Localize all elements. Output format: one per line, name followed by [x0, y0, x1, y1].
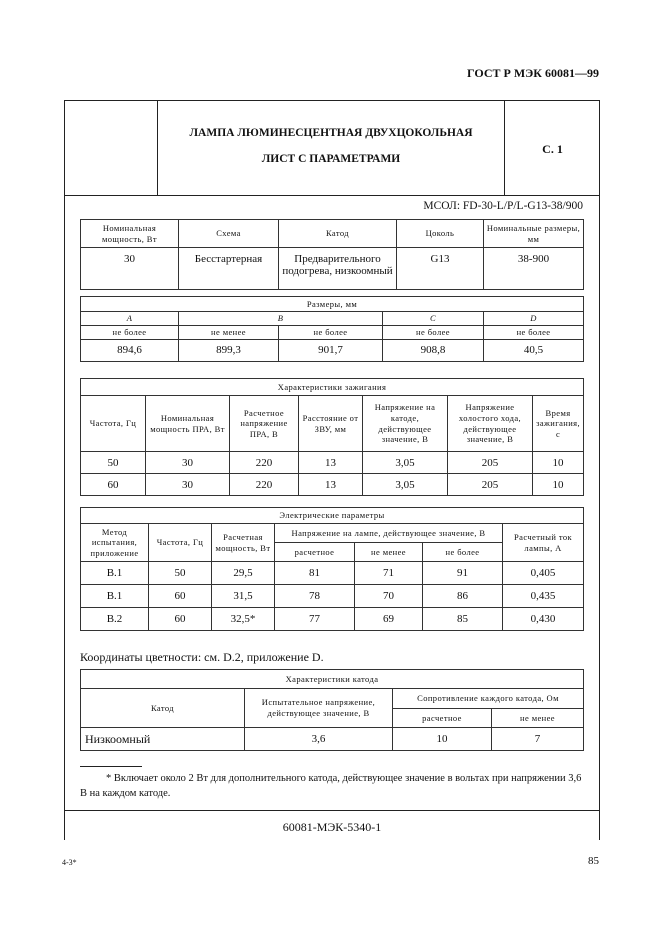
cell-power: 30	[81, 248, 179, 290]
dim-limit-d: не более	[484, 325, 584, 339]
ign-cell: 60	[81, 474, 146, 496]
cath-cell-voltage: 3,6	[245, 728, 393, 751]
ign-cell: 3,05	[363, 452, 448, 474]
cath-sub-rated: расчетное	[393, 709, 492, 728]
ign-cell: 205	[448, 474, 533, 496]
el-cell: 81	[275, 562, 355, 585]
el-cell: B.2	[81, 608, 149, 631]
footnote: * Включает около 2 Вт для дополнительного катода, действующее значение в вольтах при напряжении 3,6 В на каждом катоде.	[80, 773, 582, 799]
el-cell: 85	[423, 608, 503, 631]
dim-letter-b: B	[179, 312, 383, 326]
el-cell: 0,405	[503, 562, 584, 585]
dimensions-title: Размеры, мм	[81, 297, 584, 312]
el-header-current: Расчетный ток лампы, А	[503, 524, 584, 562]
chromaticity-note: Координаты цветности: см. D.2, приложение D.	[80, 650, 324, 664]
lamp-designation: МСОЛ: FD-30-L/P/L-G13-38/900	[423, 200, 583, 212]
dimensions-table	[80, 296, 584, 362]
el-cell: 29,5	[212, 562, 275, 585]
table-row	[81, 608, 584, 631]
title-left-divider	[157, 100, 158, 195]
sheet-label: С. 1	[542, 142, 563, 156]
dim-limit-b-min: не менее	[179, 325, 279, 339]
table-row	[81, 585, 584, 608]
electrical-table	[80, 507, 584, 631]
table-row	[81, 562, 584, 585]
el-cell: 60	[149, 608, 212, 631]
header-cathode: Катод	[279, 220, 397, 248]
cathode-title: Характеристики катода	[81, 670, 584, 689]
el-cell: 60	[149, 585, 212, 608]
el-header-power: Расчетная мощность, Вт	[212, 524, 275, 562]
el-cell: B.1	[81, 585, 149, 608]
standard-code: ГОСТ Р МЭК 60081—99	[467, 66, 599, 80]
el-cell: 86	[423, 585, 503, 608]
dim-letter-d: D	[484, 312, 584, 326]
el-cell: 91	[423, 562, 503, 585]
el-cell: 71	[355, 562, 423, 585]
dim-letter-a: A	[81, 312, 179, 326]
header-dimensions: Номинальные размеры, мм	[484, 220, 584, 248]
main-parameters-table	[80, 219, 584, 290]
el-sub-rated: расчетное	[275, 543, 355, 562]
ignition-title: Характеристики зажигания	[81, 379, 584, 396]
el-cell: B.1	[81, 562, 149, 585]
cath-cell-min: 7	[492, 728, 584, 751]
el-cell: 70	[355, 585, 423, 608]
el-cell: 78	[275, 585, 355, 608]
dim-limit-b-max: не более	[279, 325, 383, 339]
table-row	[81, 452, 584, 474]
ignition-table	[80, 378, 584, 496]
el-cell: 0,435	[503, 585, 584, 608]
dim-limit-c: не более	[383, 325, 484, 339]
ign-header-frequency: Частота, Гц	[81, 396, 146, 452]
footnote-rule	[80, 766, 142, 767]
ign-cell: 220	[230, 452, 299, 474]
ign-cell: 10	[533, 452, 584, 474]
title-divider	[64, 195, 600, 196]
cath-header-cathode: Катод	[81, 689, 245, 728]
dim-value-b-max: 901,7	[279, 339, 383, 361]
cell-scheme: Бесстартерная	[179, 248, 279, 290]
ign-cell: 13	[299, 452, 363, 474]
cath-sub-min: не менее	[492, 709, 584, 728]
ign-cell: 13	[299, 474, 363, 496]
el-cell: 31,5	[212, 585, 275, 608]
electrical-title: Электрические параметры	[81, 508, 584, 524]
ign-cell: 50	[81, 452, 146, 474]
dim-value-a: 894,6	[81, 339, 179, 361]
table-row	[81, 728, 584, 751]
el-cell: 0,430	[503, 608, 584, 631]
cath-cell-rated: 10	[393, 728, 492, 751]
dim-letter-c: C	[383, 312, 484, 326]
cathode-table	[80, 669, 584, 751]
cath-header-test-voltage: Испытательное напряжение, действующее значение, В	[245, 689, 393, 728]
title-line-1: ЛАМПА ЛЮМИНЕСЦЕНТНАЯ ДВУХЦОКОЛЬНАЯ	[189, 127, 473, 139]
ign-cell: 30	[146, 452, 230, 474]
el-header-method: Метод испытания, приложение	[81, 524, 149, 562]
header-scheme: Схема	[179, 220, 279, 248]
el-header-lamp-voltage: Напряжение на лампе, действующее значение, В	[275, 524, 503, 543]
header-cap: Цоколь	[397, 220, 484, 248]
cell-nominal-size: 38-900	[484, 248, 584, 290]
ign-header-time: Время зажигания, с	[533, 396, 584, 452]
cell-cathode: Предварительного подогрева, низкоомный	[279, 248, 397, 290]
dim-value-c: 908,8	[383, 339, 484, 361]
dim-value-d: 40,5	[484, 339, 584, 361]
el-cell: 50	[149, 562, 212, 585]
el-cell: 69	[355, 608, 423, 631]
cell-cap: G13	[397, 248, 484, 290]
table-row	[81, 474, 584, 496]
ign-cell: 220	[230, 474, 299, 496]
ign-header-open-circuit: Напряжение холостого хода, действующее значение, В	[448, 396, 533, 452]
cath-header-resistance: Сопротивление каждого катода, Ом	[393, 689, 584, 709]
ign-cell: 3,05	[363, 474, 448, 496]
cath-cell-type: Низкоомный	[81, 728, 245, 751]
el-sub-max: не более	[423, 543, 503, 562]
footer-mark: 4-3*	[62, 858, 77, 867]
footer-divider	[64, 810, 600, 811]
el-sub-min: не менее	[355, 543, 423, 562]
el-cell: 77	[275, 608, 355, 631]
el-cell: 32,5*	[212, 608, 275, 631]
dim-value-b-min: 899,3	[179, 339, 279, 361]
sheet-number: 60081-МЭК-5340-1	[282, 820, 382, 834]
ign-cell: 10	[533, 474, 584, 496]
title-line-2: ЛИСТ С ПАРАМЕТРАМИ	[261, 153, 401, 165]
ign-header-distance: Расстояние от ЗВУ, мм	[299, 396, 363, 452]
page-number: 85	[588, 855, 599, 867]
ign-cell: 30	[146, 474, 230, 496]
ign-header-cathode-voltage: Напряжение на катоде, действующее значение, В	[363, 396, 448, 452]
dim-limit-a: не более	[81, 325, 179, 339]
ign-header-ballast-voltage: Расчетное напряжение ПРА, В	[230, 396, 299, 452]
header-power: Номинальная мощность, Вт	[81, 220, 179, 248]
ign-header-ballast-power: Номинальная мощность ПРА, Вт	[146, 396, 230, 452]
ign-cell: 205	[448, 452, 533, 474]
el-header-frequency: Частота, Гц	[149, 524, 212, 562]
